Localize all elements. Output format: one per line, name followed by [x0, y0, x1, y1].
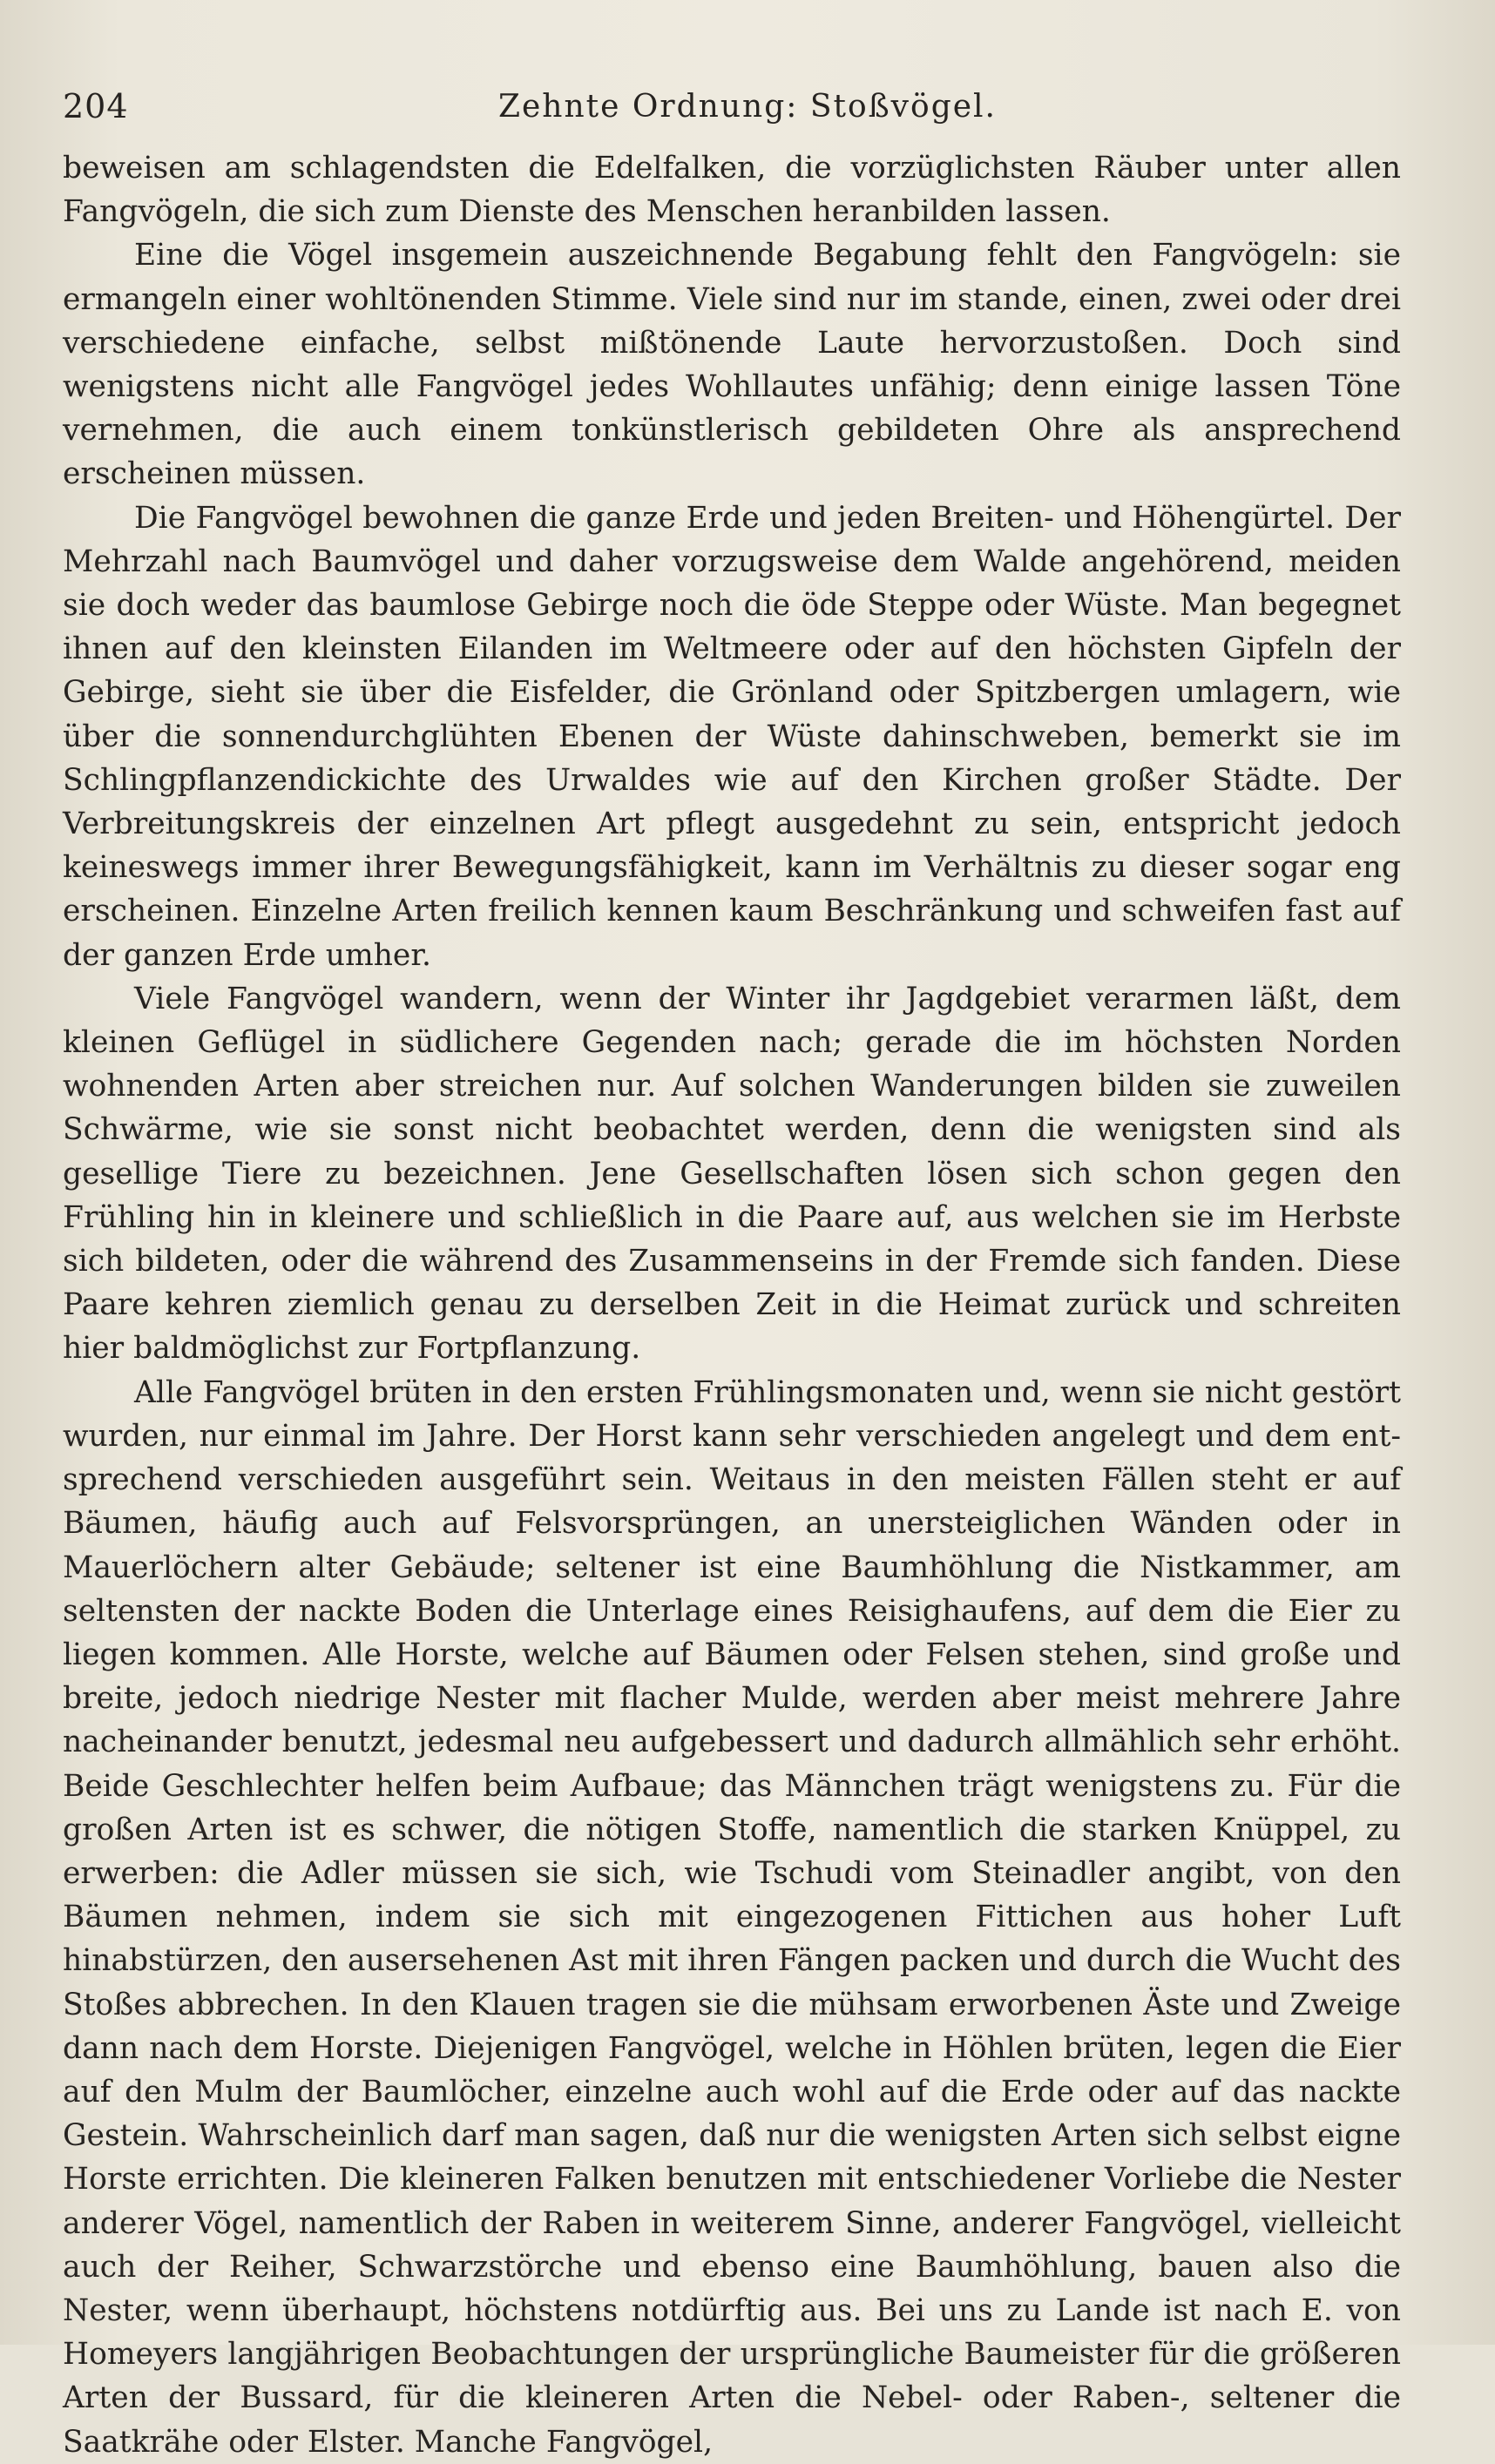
- body-text: [63, 146, 1401, 2464]
- paragraph: Alle Fangvögel brüten in den ersten Frühlingsmonaten und, wenn sie nicht gestört wurden, nur einmal im Jahre. Der Horst kann sehr verschieden angelegt und dem entsprechend verschieden ausgeführt sein. Weitaus in den meisten Fällen steht er auf Bäumen, häufig auch auf Felsvorsprüngen, an unersteiglichen Wänden oder in Mauerlöchern alter Gebäude; seltener ist eine Baumhöhlung die Nistkammer, am seltensten der nackte Boden die Unterlage eines Reisighaufens, auf dem die Eier zu liegen kommen. Alle Horste, welche auf Bäumen oder Felsen stehen, sind große und breite, jedoch niedrige Nester mit flacher Mulde, werden aber meist mehrere Jahre nacheinander benutzt, jedesmal neu aufgebessert und dadurch allmählich sehr erhöht. Beide Geschlechter helfen beim Aufbaue; das Männchen trägt wenigstens zu. Für die großen Arten ist es schwer, die nötigen Stoffe, namentlich die starken Knüppel, zu erwerben: die Adler müssen sie sich, wie Tschudi vom Steinadler angibt, von den Bäumen nehmen, indem sie sich mit eingezogenen Fittichen aus hoher Luft hinabstürzen, den ausersehenen Ast mit ihren Fängen packen und durch die Wucht des Stoßes abbrechen. In den Klauen tragen sie die mühsam erworbenen Äste und Zweige dann nach dem Horste. Diejenigen Fangvögel, welche in Höhlen brüten, legen die Eier auf den Mulm der Baumlöcher, einzelne auch wohl auf die Erde oder auf das nackte Gestein. Wahrscheinlich darf man sagen, daß nur die wenigsten Arten sich selbst eigne Horste errichten. Die kleineren Falken benutzen mit entschiedener Vorliebe die Nester anderer Vögel, namentlich der Raben in weiterem Sinne, anderer Fangvögel, vielleicht auch der Reiher, Schwarzstörche und ebenso eine Baumhöhlung, bauen also die Nester, wenn überhaupt, höchstens notdürftig aus. Bei uns zu Lande ist nach E. von Homeyers langjährigen Beobachtungen der ursprüngliche Baumeister für die größeren Arten der Bussard, für die kleineren Arten die Nebel- oder Raben-, seltener die Saatkrähe oder Elster. Manche Fangvögel,: [63, 1374, 1401, 2460]
- paragraph: Eine die Vögel insgemein auszeichnende Begabung fehlt den Fangvögeln: sie ermangeln einer wohltönenden Stimme. Viele sind nur im stande, einen, zwei oder drei verschiedene einfache, selbst mißtönende Laute hervorzustoßen. Doch sind wenigstens nicht alle Fangvögel jedes Wohllautes unfähig; denn einige lassen Töne vernehmen, die auch einem tonkünstlerisch gebildeten Ohre als ansprechend erscheinen müssen.: [63, 238, 1401, 492]
- paragraph: Viele Fangvögel wandern, wenn der Winter ihr Jagdgebiet verarmen läßt, dem kleinen Geflügel in südlichere Gegenden nach; gerade die im höchsten Norden wohnenden Arten aber streichen nur. Auf solchen Wanderungen bilden sie zuweilen Schwärme, wie sie sonst nicht beobachtet werden, denn die wenigsten sind als gesellige Tiere zu bezeichnen. Jene Gesellschaften lösen sich schon gegen den Frühling hin in kleinere und schließlich in die Paare auf, aus welchen sie im Herbste sich bildeten, oder die während des Zusammenseins in der Fremde sich fanden. Diese Paare kehren ziemlich genau zu derselben Zeit in die Heimat zurück und schreiten hier baldmöglichst zur Fortpflanzung.: [63, 981, 1401, 1367]
- running-title: Zehnte Ordnung: Stoßvögel.: [497, 89, 997, 125]
- paragraph: beweisen am schlagendsten die Edelfalken, die vorzüglichsten Räuber unter allen Fangvögeln, die sich zum Dienste des Menschen heranbilden lassen.: [63, 151, 1401, 230]
- page-header: [63, 87, 1432, 139]
- page-number: 204: [63, 87, 129, 125]
- paragraph: Die Fangvögel bewohnen die ganze Erde und jeden Breiten- und Höhengürtel. Der Mehrzahl nach Baumvögel und daher vorzugsweise dem Walde angehörend, meiden sie doch weder das baumlose Gebirge noch die öde Steppe oder Wüste. Man begegnet ihnen auf den kleinsten Eilanden im Weltmeere oder auf den höchsten Gipfeln der Gebirge, sieht sie über die Eisfelder, die Grönland oder Spitzbergen umlagern, wie über die sonnendurchglühten Ebenen der Wüste dahinschweben, bemerkt sie im Schlingpflanzendickichte des Urwaldes wie auf den Kirchen großer Städte. Der Verbreitungskreis der einzelnen Art pflegt ausgedehnt zu sein, entspricht jedoch keineswegs immer ihrer Bewegungsfähigkeit, kann im Verhältnis zu dieser sogar eng erscheinen. Einzelne Arten freilich kennen kaum Beschränkung und schweifen fast auf der ganzen Erde umher.: [63, 500, 1401, 973]
